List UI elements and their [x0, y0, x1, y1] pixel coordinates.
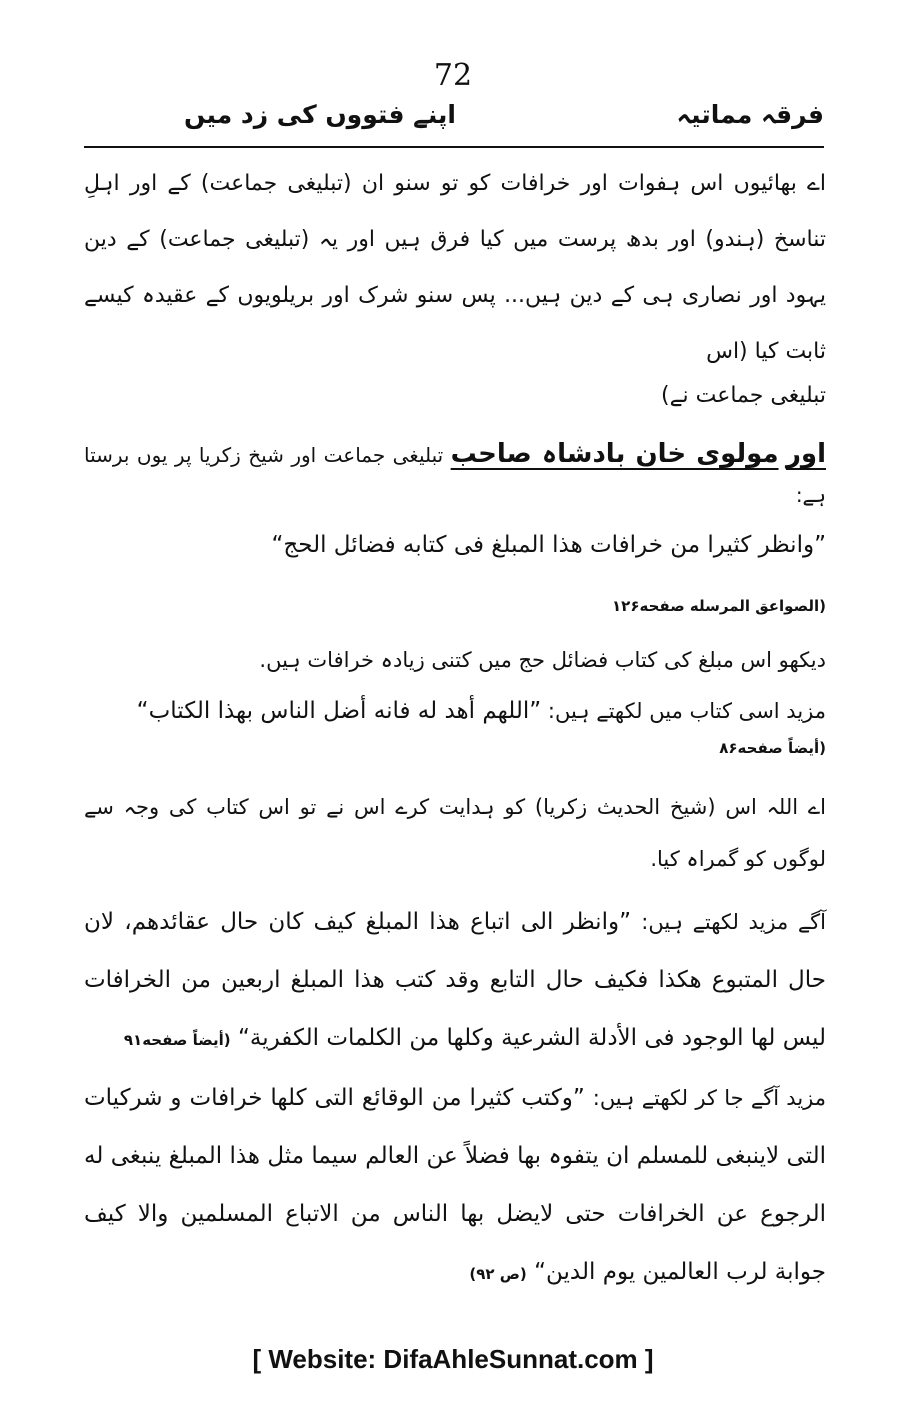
page-number: 72 [433, 58, 473, 93]
header-book-title: فرقہ مماتیہ [676, 100, 824, 129]
paragraph-5-intro: آگے مزید لکھتے ہیں: [641, 910, 827, 934]
highlight-line [84, 434, 826, 515]
paragraph-6-intro: مزید آگے جا کر لکھتے ہیں: [592, 1086, 827, 1110]
reference-2: (أیضاً صفحه۸۶ [719, 739, 826, 757]
reference-4: (ص ۹۲) [469, 1265, 527, 1283]
paragraph-6 [84, 1069, 826, 1303]
highlight-suffix: تبلیغی جماعت اور شیخ زکریا پر یوں برستا ہے: [84, 443, 826, 507]
website-footer: [ Website: DifaAhleSunnat.com ] [252, 1344, 654, 1374]
paragraph-5-quote: ”وانظر الی اتباع ھذا المبلغ کیف کان حال عقائدھم، لان حال المتبوع ھکذا فکیف حال التابع وقد کتب ھذا المبلغ اربعین من الخرافات لیس لھا الوجود فی الأدلة الشرعیة وکلھا من الکلمات الکفریة“ [84, 909, 826, 1051]
paragraph-4: اے اللہ اس (شیخ الحدیث زکریا) کو ہدایت کرے اس نے تو اس کتاب کی وجہ سے لوگوں کو گمراہ کیا. [84, 795, 826, 871]
header-divider [84, 146, 824, 148]
paragraph-3-quote: ”اللھم أھد له فانه أضل الناس بھذا الکتاب“ [136, 698, 542, 724]
paragraph-3 [84, 689, 826, 733]
page-body [84, 156, 826, 1303]
highlight-name: مولوی خان بادشاہ صاحب [450, 439, 779, 469]
highlight-prefix: اور [785, 439, 827, 469]
arabic-quote-1: ”وانظر کثیرا من خرافات ھذا المبلغ فی کتابه فضائل الحج“ [271, 532, 826, 558]
paragraph-5 [84, 893, 826, 1069]
paragraph-intro [84, 156, 826, 380]
paragraph-intro-end-text: تبلیغی جماعت نے) [661, 383, 826, 408]
paragraph-intro-end [84, 376, 826, 416]
paragraph-intro-text: اے بھائیوں اس ہفوات اور خرافات کو تو سنو ان (تبلیغی جماعت) کے اور اہلِ تناسخ (ہندو) اور بدھ پرست میں کیا فرق ہیں اور یہ (تبلیغی جماعت) کے دین یہود اور نصاری ہی کے دین ہیں... پس سنو شرک اور بریلویوں کے عقیدہ کیسے ثابت کیا (اس [84, 171, 826, 364]
paragraph-3-intro: مزید اسی کتاب میں لکھتے ہیں: [547, 699, 826, 723]
header-subtitle: اپنے فتووں کی زد میں [184, 100, 456, 129]
reference-3: (أیضاً صفحه۹۱ [123, 1031, 231, 1049]
running-header [84, 100, 824, 144]
paragraph-2: دیکھو اس مبلغ کی کتاب فضائل حج میں کتنی زیادہ خرافات ہیں. [259, 648, 826, 672]
paragraph-6-quote: ”وکتب کثیرا من الوقائع التی کلھا خرافات و شرکیات التی لاینبغی للمسلم ان یتفوہ بھا فضلاً عن العالم سیما مثل ھذا المبلغ ینبغی له الرجوع عن الخرافات حتی لایضل بھا الناس من الاتباع المسلمین والا کیف جوابة لرب العالمین یوم الدین“ [84, 1085, 826, 1285]
reference-1: (الصواعق المرسله صفحه۱۲۶ [612, 597, 826, 615]
